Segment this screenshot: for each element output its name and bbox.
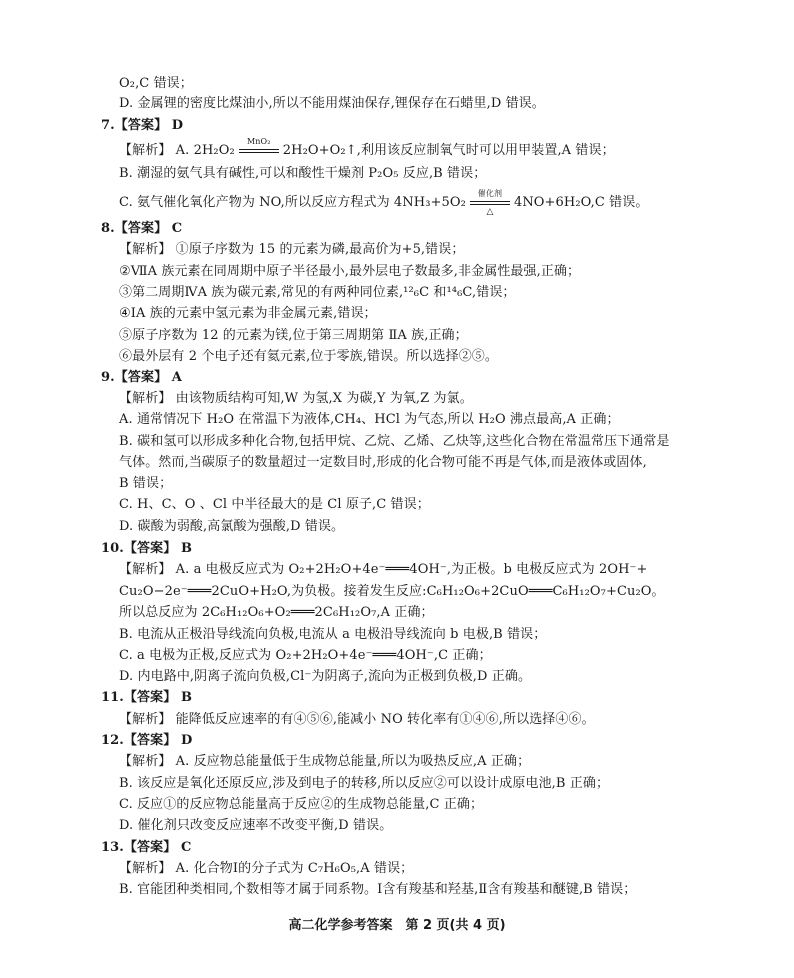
text-line: A. 通常情况下 H₂O 在常温下为液体,CH₄、HCl 为气态,所以 H₂O 沸点最高,A 正确；	[119, 412, 620, 427]
text-line: B. 该反应是氧化还原反应,涉及到电子的转移,所以反应②可以设计成原电池,B 正确；	[119, 776, 610, 791]
text-line: Cu₂O−2e⁻═══2CuO+H₂O,为负极。接着发生反应:C₆H₁₂O₆+2CuO═══C₆H₁₂O₇+Cu₂O。	[119, 584, 665, 599]
text-line: B. 官能团种类相同,个数相等才属于同系物。Ⅰ含有羧基和羟基,Ⅱ含有羧基和醚键,B 错误；	[119, 882, 637, 897]
text-line-equation	[119, 189, 649, 217]
text-segment: 【解析】 A. 2H₂O₂	[119, 143, 235, 158]
text-line: B. 潮湿的氨气具有碱性,可以和酸性干燥剂 P₂O₅ 反应,B 错误；	[119, 166, 487, 181]
text-line: 所以总反应为 2C₆H₁₂O₆+O₂═══2C₆H₁₂O₇,A 正确；	[119, 605, 434, 620]
text-segment: C. 氨气催化氧化产物为 NO,所以反应方程式为 4NH₃+5O₂	[119, 195, 466, 210]
text-line: O₂,C 错误；	[119, 76, 193, 91]
text-line: D. 金属锂的密度比煤油小,所以不能用煤油保存,锂保存在石蜡里,D 错误。	[119, 96, 545, 111]
answer-heading: 12.【答案】 D	[101, 733, 193, 748]
text-segment: 4NO+6H₂O,C 错误。	[513, 195, 649, 210]
text-segment: 2H₂O+O₂↑,利用该反应制氧气时可以用甲装置,A 错误；	[282, 143, 615, 158]
text-line: B. 电流从正极沿导线流向负极,电流从 a 电极沿导线流向 b 电极,B 错误；	[119, 627, 547, 642]
text-line: ⑥最外层有 2 个电子还有氦元素,位于零族,错误。所以选择②⑤。	[119, 349, 499, 364]
catalyst-arrow	[235, 137, 283, 161]
text-line: D. 催化剂只改变反应速率不改变平衡,D 错误。	[119, 818, 393, 833]
text-line: 【解析】 能降低反应速率的有④⑤⑥,能减小 NO 转化率有①④⑥,所以选择④⑥。	[119, 712, 595, 727]
answer-heading: 13.【答案】 C	[101, 840, 192, 855]
answer-heading: 11.【答案】 B	[101, 690, 193, 705]
catalyst-label: 催化剂	[477, 189, 503, 198]
text-line: 【解析】 A. 化合物Ⅰ的分子式为 C₇H₆O₅,A 错误；	[119, 861, 414, 876]
text-line: D. 内电路中,阴离子流向负极,Cl⁻为阴离子,流向为正极到负极,D 正确。	[119, 669, 532, 684]
answer-heading: 8.【答案】 C	[101, 221, 183, 236]
text-line: ②ⅦA 族元素在同周期中原子半径最小,最外层电子数最多,非金属性最强,正确；	[119, 264, 581, 279]
page-footer: 高二化学参考答案 第 2 页(共 4 页)	[288, 918, 506, 933]
catalyst-label: MnO₂	[247, 137, 271, 146]
heat-symbol: △	[486, 207, 494, 217]
text-line: C. a 电极为正极,反应式为 O₂+2H₂O+4e⁻═══4OH⁻,C 正确；	[119, 648, 492, 663]
text-line: C. 反应①的反应物总能量高于反应②的生成物总能量,C 正确；	[119, 797, 484, 812]
text-line: C. H、C、O 、Cl 中半径最大的是 Cl 原子,C 错误；	[119, 497, 430, 512]
text-line: B 错误；	[119, 476, 173, 491]
text-line: 【解析】 由该物质结构可知,W 为氢,X 为碳,Y 为氧,Z 为氯。	[119, 391, 473, 406]
text-line: 【解析】 A. a 电极反应式为 O₂+2H₂O+4e⁻═══4OH⁻,为正极。b 电极反应式为 2OH⁻+	[119, 562, 648, 577]
text-line: 【解析】 ①原子序数为 15 的元素为磷,最高价为+5,错误；	[119, 242, 465, 257]
answer-heading: 10.【答案】 B	[101, 541, 193, 556]
text-line: ③第二周期ⅣA 族为碳元素,常见的有两种同位素,¹²₆C 和¹⁴₆C,错误；	[119, 285, 516, 300]
text-line-equation	[119, 137, 615, 161]
text-line: 【解析】 A. 反应物总能量低于生成物总能量,所以为吸热反应,A 正确；	[119, 754, 531, 769]
text-line: ⑤原子序数为 12 的元素为镁,位于第三周期第 ⅡA 族,正确；	[119, 328, 468, 343]
text-line: ④ⅠA 族的元素中氢元素为非金属元素,错误；	[119, 306, 377, 321]
answer-heading: 9.【答案】 A	[101, 370, 182, 385]
text-line: D. 碳酸为弱酸,高氯酸为强酸,D 错误。	[119, 519, 345, 534]
catalyst-arrow	[466, 189, 514, 217]
text-line: 气体。然而,当碳原子的数量超过一定数目时,形成的化合物可能不再是气体,而是液体或固体,	[119, 455, 647, 470]
text-line: B. 碳和氢可以形成多种化合物,包括甲烷、乙烷、乙烯、乙炔等,这些化合物在常温常压下通常是	[119, 434, 670, 449]
answer-heading: 7.【答案】 D	[101, 118, 184, 133]
